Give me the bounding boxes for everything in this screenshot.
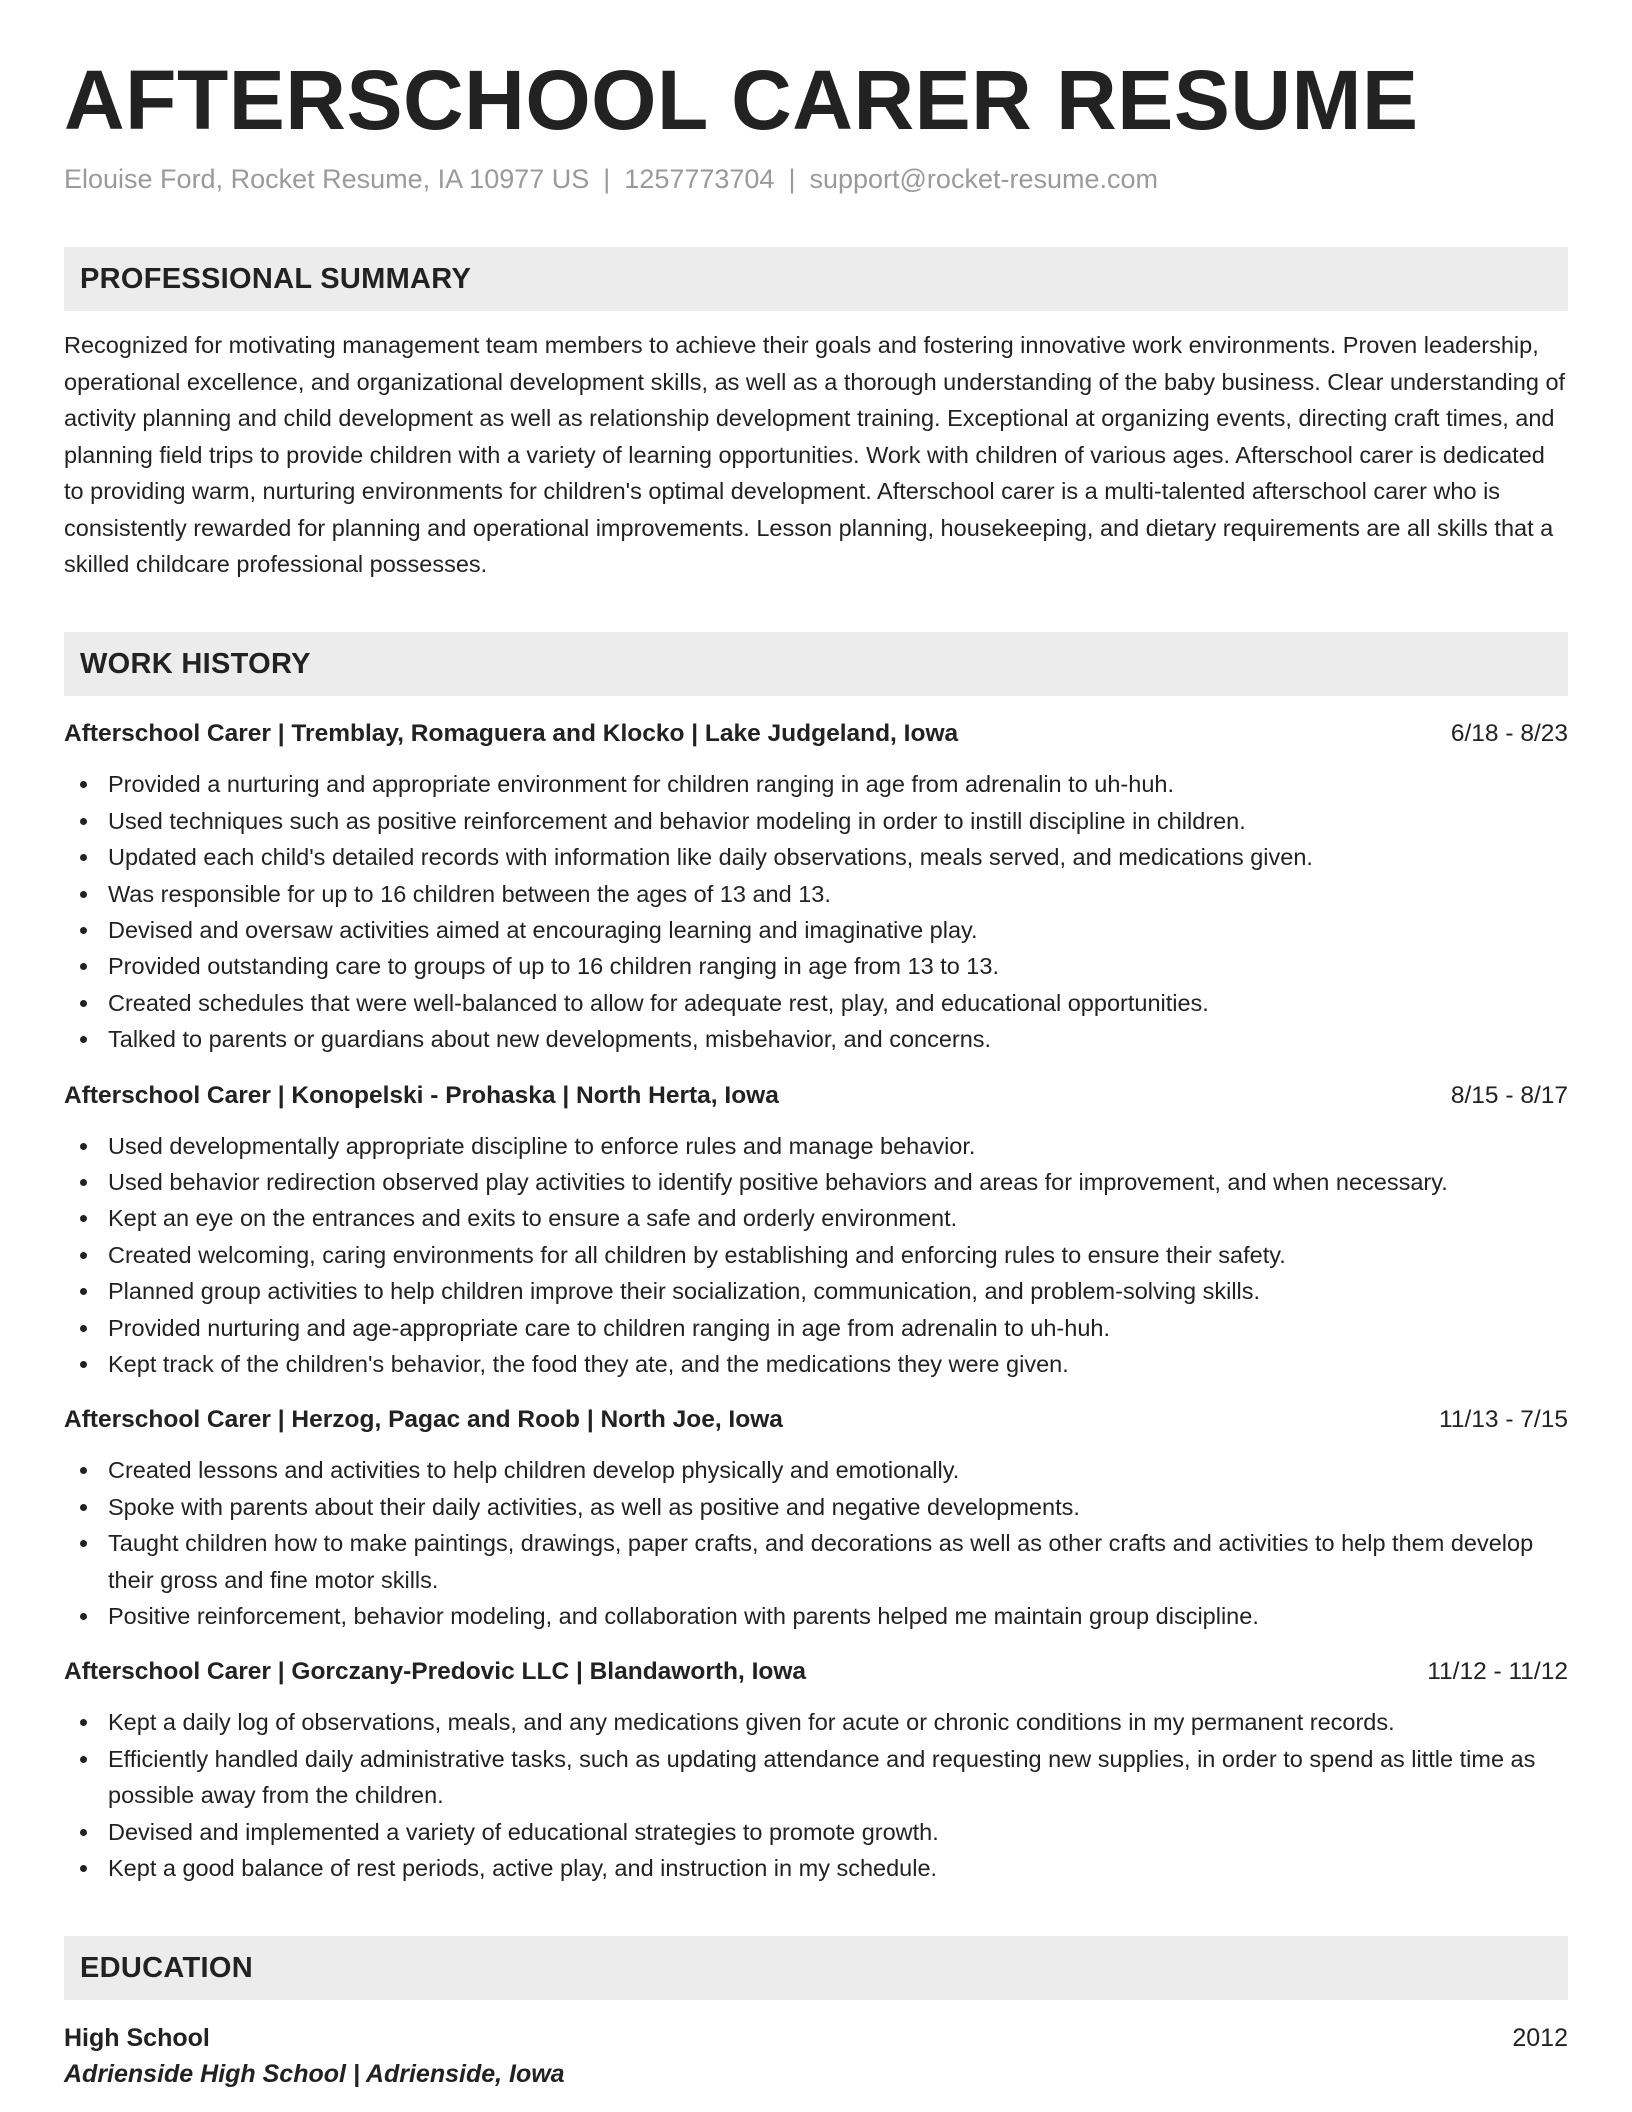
job-bullet: Created welcoming, caring environments for all children by establishing and enforcing rules to ensure their safety. [64, 1237, 1568, 1273]
job-title: Afterschool Carer | Gorczany-Predovic LLC | Blandaworth, Iowa [64, 1658, 807, 1686]
job-title: Afterschool Carer | Herzog, Pagac and Roob | North Joe, Iowa [64, 1406, 783, 1434]
job-bullet-list [64, 1452, 1568, 1634]
job-bullet: Provided a nurturing and appropriate environment for children ranging in age from adrenalin to uh-huh. [64, 766, 1568, 802]
job-bullet: Created lessons and activities to help children develop physically and emotionally. [64, 1452, 1568, 1488]
job-bullet-list [64, 1704, 1568, 1886]
job-bullet: Talked to parents or guardians about new developments, misbehavior, and concerns. [64, 1021, 1568, 1057]
job-bullet: Created schedules that were well-balanced to allow for adequate rest, play, and educational opportunities. [64, 985, 1568, 1021]
job-entry [64, 1402, 1568, 1634]
job-bullet-list [64, 1128, 1568, 1383]
job-bullet: Was responsible for up to 16 children between the ages of 13 and 13. [64, 876, 1568, 912]
education-year: 2012 [1512, 2024, 1568, 2053]
education-school: Adrienside High School | Adrienside, Iowa [64, 2060, 565, 2089]
job-bullet: Used techniques such as positive reinforcement and behavior modeling in order to instill discipline in children. [64, 803, 1568, 839]
contact-line [64, 162, 1568, 197]
job-bullet: Efficiently handled daily administrative tasks, such as updating attendance and requesting new supplies, in order to spend as little time as possible away from the children. [64, 1741, 1568, 1814]
job-bullet: Used behavior redirection observed play activities to identify positive behaviors and areas for improvement, and when necessary. [64, 1164, 1568, 1200]
job-bullet: Kept an eye on the entrances and exits to ensure a safe and orderly environment. [64, 1200, 1568, 1236]
job-entry [64, 1078, 1568, 1383]
job-bullet: Kept a daily log of observations, meals, and any medications given for acute or chronic conditions in my permanent records. [64, 1704, 1568, 1740]
job-dates: 11/12 - 11/12 [1427, 1658, 1568, 1686]
job-title: Afterschool Carer | Konopelski - Prohaska | North Herta, Iowa [64, 1081, 779, 1109]
contact-separator: | [788, 164, 796, 195]
job-bullet: Updated each child's detailed records with information like daily observations, meals served, and medications given. [64, 839, 1568, 875]
job-entry [64, 716, 1568, 1057]
contact-name-address: Elouise Ford, Rocket Resume, IA 10977 US [64, 164, 590, 195]
job-bullet: Devised and oversaw activities aimed at encouraging learning and imaginative play. [64, 912, 1568, 948]
job-bullet: Provided nurturing and age-appropriate care to children ranging in age from adrenalin to uh-huh. [64, 1310, 1568, 1346]
section-header-education: EDUCATION [64, 1936, 1568, 2000]
job-bullet: Taught children how to make paintings, drawings, paper crafts, and decorations as well as other crafts and activities to help them develop their gross and fine motor skills. [64, 1525, 1568, 1598]
job-dates: 6/18 - 8/23 [1450, 720, 1568, 748]
job-dates: 11/13 - 7/15 [1439, 1406, 1568, 1434]
job-bullet: Positive reinforcement, behavior modeling, and collaboration with parents helped me maintain group discipline. [64, 1598, 1568, 1634]
education-degree: High School [64, 2024, 210, 2053]
job-bullet: Kept a good balance of rest periods, active play, and instruction in my schedule. [64, 1850, 1568, 1886]
job-bullet: Kept track of the children's behavior, the food they ate, and the medications they were given. [64, 1346, 1568, 1382]
contact-email: support@rocket-resume.com [809, 164, 1158, 195]
job-header [64, 716, 1568, 752]
job-bullet: Spoke with parents about their daily activities, as well as positive and negative developments. [64, 1489, 1568, 1525]
job-entry [64, 1654, 1568, 1886]
job-bullet: Planned group activities to help children improve their socialization, communication, and problem-solving skills. [64, 1273, 1568, 1309]
job-title: Afterschool Carer | Tremblay, Romaguera and Klocko | Lake Judgeland, Iowa [64, 720, 959, 748]
job-bullet: Provided outstanding care to groups of up to 16 children ranging in age from 13 to 13. [64, 948, 1568, 984]
contact-phone: 1257773704 [624, 164, 775, 195]
contact-separator: | [603, 164, 611, 195]
job-header [64, 1654, 1568, 1690]
summary-text: Recognized for motivating management team members to achieve their goals and fostering innovative work environments. Proven leadership, operational excellence, and organizational development skills, as well as a thorough understanding of the baby business. Clear understanding of activity planning and child development as well as relationship development training. Exceptional at organizing events, directing craft times, and planning field trips to provide children with a variety of learning opportunities. Work with children of various ages. Afterschool carer is dedicated to providing warm, nurturing environments for children's optimal development. Afterschool carer is a multi-talented afterschool carer who is consistently rewarded for planning and operational improvements. Lesson planning, housekeeping, and dietary requirements are all skills that a skilled childcare professional possesses. [64, 332, 1566, 577]
page-title: AFTERSCHOOL CARER RESUME [64, 53, 1419, 147]
job-header [64, 1078, 1568, 1114]
job-bullet-list [64, 766, 1568, 1057]
education-entry [64, 2020, 1568, 2056]
job-header [64, 1402, 1568, 1438]
section-header-summary: PROFESSIONAL SUMMARY [64, 247, 1568, 311]
job-bullet: Devised and implemented a variety of educational strategies to promote growth. [64, 1814, 1568, 1850]
job-bullet: Used developmentally appropriate discipline to enforce rules and manage behavior. [64, 1128, 1568, 1164]
section-header-work: WORK HISTORY [64, 632, 1568, 696]
work-history-list [64, 716, 1568, 1886]
job-dates: 8/15 - 8/17 [1450, 1081, 1568, 1109]
